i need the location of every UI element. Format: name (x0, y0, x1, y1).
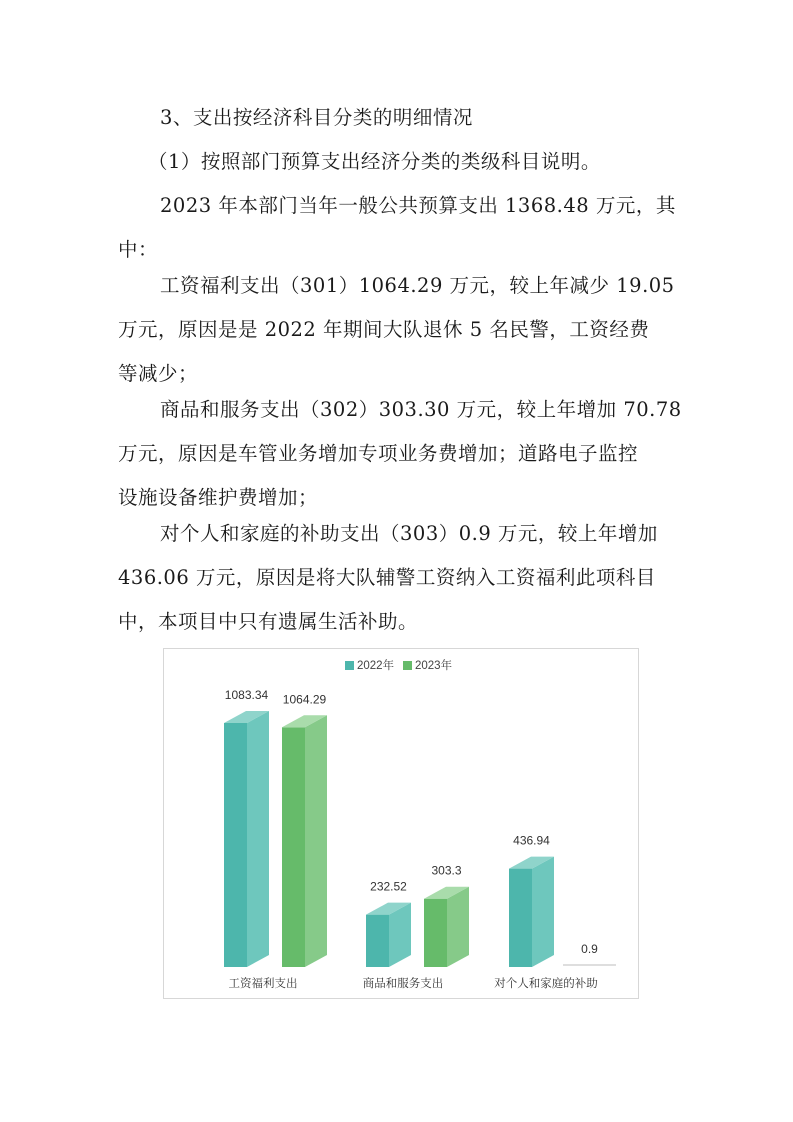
paragraph-line: 万元，原因是是 2022 年期间大队退休 5 名民警，工资经费 (118, 318, 650, 341)
paragraph-line: 工资福利支出（301）1064.29 万元，较上年减少 19.05 (160, 274, 675, 297)
bar-front (509, 869, 532, 967)
expenditure-chart (163, 648, 639, 999)
bar-front (424, 899, 447, 967)
bar-side (447, 887, 469, 967)
paragraph-line: 中，本项目中只有遗属生活补助。 (118, 610, 419, 633)
paragraph-line: 万元，原因是车管业务增加专项业务费增加；道路电子监控 (118, 442, 639, 465)
paragraph-line: 等减少； (118, 362, 199, 385)
paragraph-subsidy (118, 512, 678, 644)
legend-swatch (345, 661, 354, 670)
paragraph-total (118, 184, 678, 272)
paragraph-line: 设施设备维护费增加； (118, 486, 319, 509)
paragraph-line: 中： (118, 238, 159, 261)
data-label: 436.94 (513, 833, 550, 848)
heading-line: 3、支出按经济科目分类的明细情况 (160, 106, 473, 129)
bar-front (224, 723, 247, 967)
legend-swatch (403, 661, 412, 670)
category-label: 工资福利支出 (228, 978, 298, 990)
paragraph-line: 对个人和家庭的补助支出（303）0.9 万元，较上年增加 (160, 522, 658, 545)
data-label: 1064.29 (282, 692, 327, 707)
bar-front (366, 915, 389, 967)
paragraph-line: 2023 年本部门当年一般公共预算支出 1368.48 万元，其 (160, 194, 676, 217)
data-label: 303.3 (431, 863, 462, 878)
data-label: 0.9 (581, 942, 598, 956)
category-label: 商品和服务支出 (362, 978, 444, 990)
bar-side (305, 715, 327, 967)
section-heading (118, 96, 678, 140)
paragraph-line: 436.06 万元，原因是将大队辅警工资纳入工资福利此项科目 (118, 566, 656, 589)
sub-heading (118, 140, 678, 184)
data-label: 232.52 (370, 879, 407, 894)
bar-side (532, 857, 554, 967)
paragraph-salary (118, 264, 678, 396)
sub-heading-line: （1）按照部门预算支出经济分类的类级科目说明。 (148, 150, 601, 173)
paragraph-goods-services (118, 388, 682, 520)
chart-canvas (164, 649, 640, 1000)
bar-front (282, 727, 305, 967)
legend-label: 2022年 (357, 660, 395, 672)
paragraph-line: 商品和服务支出（302）303.30 万元，较上年增加 70.78 (160, 398, 682, 421)
data-label: 1083.34 (224, 688, 269, 702)
bar-side (247, 711, 269, 967)
category-label: 对个人和家庭的补助 (494, 978, 598, 990)
legend-label: 2023年 (415, 660, 453, 672)
